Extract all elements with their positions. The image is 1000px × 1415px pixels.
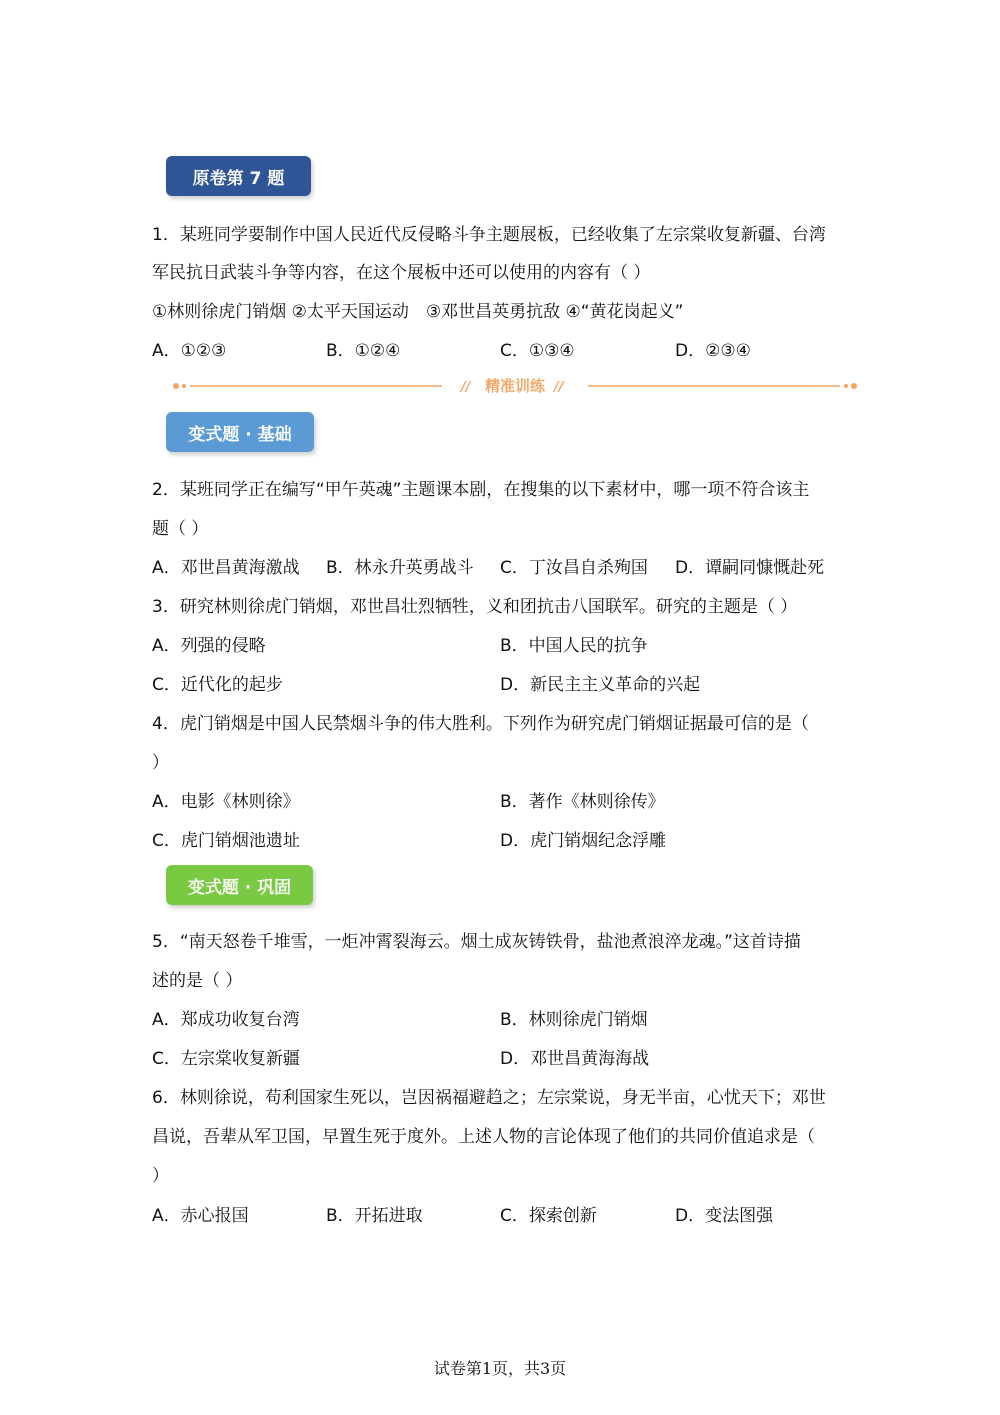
q4-stem-line2: ） — [152, 753, 169, 773]
q6-stem-line1: 6．林则徐说，苟利国家生死以，岂因祸福避趋之；左宗棠说，身无半亩，心忧天下；邓世 — [152, 1088, 826, 1108]
consolidation-variant-badge-label: 变式题 · 巩固 — [187, 877, 292, 898]
q3-option-c: C．近代化的起步 — [152, 675, 283, 695]
q6-option-b: B．开拓进取 — [326, 1206, 423, 1226]
q2-option-b: B．林永升英勇战斗 — [326, 558, 474, 578]
q4-option-a: A．电影《林则徐》 — [152, 792, 300, 812]
q2-stem-line1: 2．某班同学正在编写“甲午英魂”主题课本剧，在搜集的以下素材中，哪一项不符合该主 — [152, 480, 810, 500]
q5-option-b: B．林则徐虎门销烟 — [500, 1010, 648, 1030]
basic-variant-badge-label: 变式题 · 基础 — [188, 424, 292, 445]
q3-option-d: D．新民主主义革命的兴起 — [500, 675, 701, 695]
q4-stem-line1: 4．虎门销烟是中国人民禁烟斗争的伟大胜利。下列作为研究虎门销烟证据最可信的是（ — [152, 714, 809, 734]
q3-stem-line1: 3．研究林则徐虎门销烟，邓世昌壮烈牺牲，义和团抗击八国联军。研究的主题是（ ） — [152, 597, 798, 617]
q6-option-c: C．探索创新 — [500, 1206, 597, 1226]
q5-option-c: C．左宗棠收复新疆 — [152, 1049, 300, 1069]
q2-stem-line2: 题（ ） — [152, 519, 209, 539]
q1-option-a: A．①②③ — [152, 341, 227, 361]
q2-option-d: D．谭嗣同慷慨赴死 — [675, 558, 825, 578]
q4-option-c: C．虎门销烟池遗址 — [152, 831, 300, 851]
svg-text://: // — [554, 380, 564, 395]
q2-option-a: A．邓世昌黄海激战 — [152, 558, 300, 578]
q6-option-d: D．变法图强 — [675, 1206, 774, 1226]
q1-stem-line3: ①林则徐虎门销烟 ②太平天国运动 ③邓世昌英勇抗敌 ④“黄花岗起义” — [152, 302, 684, 322]
q5-stem-line2: 述的是（ ） — [152, 971, 243, 991]
q1-stem-line2: 军民抗日武装斗争等内容，在这个展板中还可以使用的内容有（ ） — [152, 263, 651, 283]
original-question-badge — [166, 156, 311, 196]
q4-option-d: D．虎门销烟纪念浮雕 — [500, 831, 667, 851]
q1-option-c: C．①③④ — [500, 341, 575, 361]
q1-option-b: B．①②④ — [326, 341, 401, 361]
q5-stem-line1: 5．“南天怒卷千堆雪，一炬冲霄裂海云。烟土成灰铸铁骨，盐池煮浪淬龙魂。”这首诗描 — [152, 932, 801, 952]
original-question-badge-label: 原卷第 7 题 — [192, 168, 285, 189]
q1-option-d: D．②③④ — [675, 341, 751, 361]
divider-precision-training — [170, 376, 860, 396]
q5-option-d: D．邓世昌黄海海战 — [500, 1049, 650, 1069]
q6-stem-line2: 昌说，吾辈从军卫国，早置生死于度外。上述人物的言论体现了他们的共同价值追求是（ — [152, 1127, 815, 1147]
q3-option-b: B．中国人民的抗争 — [500, 636, 648, 656]
q4-option-b: B．著作《林则徐传》 — [500, 792, 665, 812]
page-footer: 试卷第1页，共3页 — [433, 1359, 567, 1378]
svg-text://: // — [461, 380, 471, 395]
q5-option-a: A．郑成功收复台湾 — [152, 1010, 300, 1030]
q1-stem-line1: 1．某班同学要制作中国人民近代反侵略斗争主题展板，已经收集了左宗棠收复新疆、台湾 — [152, 225, 826, 245]
q2-option-c: C．丁汝昌自杀殉国 — [500, 558, 648, 578]
basic-variant-badge — [166, 412, 314, 452]
consolidation-variant-badge — [166, 865, 313, 905]
q6-stem-line3: ） — [152, 1166, 169, 1186]
q3-option-a: A．列强的侵略 — [152, 636, 266, 656]
q6-option-a: A．赤心报国 — [152, 1206, 249, 1226]
divider-label: 精准训练 — [484, 377, 546, 395]
